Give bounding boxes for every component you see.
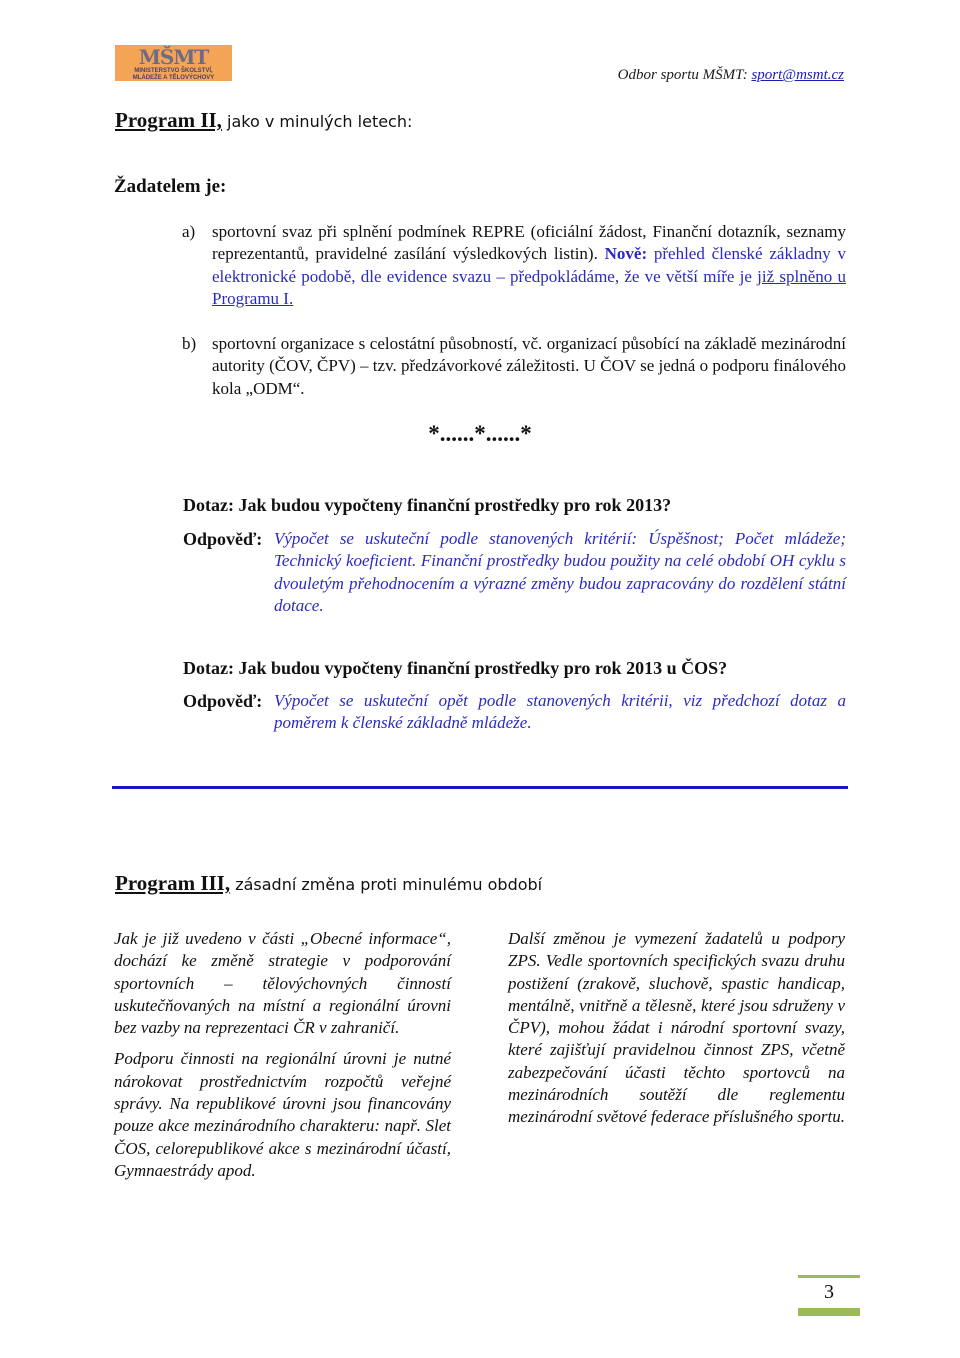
- right-column: [508, 928, 845, 1138]
- program3-title: [115, 871, 542, 896]
- page-number-bottom-bar: [798, 1308, 860, 1316]
- page-number: 3: [824, 1281, 834, 1303]
- left-paragraph-2: Podporu činnosti na regionální úrovni je nutné nárokovat prostřednictvím rozpočtů veřejné správy. Na republikové úrovni jsou financovány pouze akce mezinárodního charakteru: např. Slet ČOS, celorepublikové akce s mezinárodní účastí, Gymnaestrády apod.: [114, 1049, 451, 1180]
- right-paragraph-1: Další změnou je vymezení žadatelů u podpory ZPS. Vedle sportovních specifických svazu druhu postižení (zrakově, sluchově, spastic handicap, mentálně, vnitřně a tělesně, které jsou sdruženy v ČPV), mohou žádat i národní sportovní svazy, které zajišťují pravidelnou činnost ZPS, včetně zabezpečování účasti těchto sportovců na mezinárodních soutěží dle reglementu mezinárodní světové federace příslušného sportu.: [508, 929, 845, 1127]
- answer-1-text: Výpočet se uskuteční podle stanovených kritérií: Úspěšnost; Počet mládeže; Technický koeficient. Finanční prostředky budou použity na celé období OH cyklu s dvouletým přehodnocením a výrazné změny budou zapracovány do rozdělení státní dotace.: [274, 529, 846, 615]
- list-item-a: [182, 221, 846, 310]
- item-a-new-text: přehled členské základny v elektronické podobě, dle evidence svazu – předpokládáme, že ve větší míře je: [212, 244, 847, 286]
- item-a-link[interactable]: již splněno u Programu I.: [212, 266, 846, 308]
- list-marker-a: a): [182, 222, 196, 241]
- page-number-top-bar: [798, 1275, 860, 1278]
- list-marker-b: b): [182, 334, 197, 353]
- header-contact: [618, 67, 844, 84]
- left-paragraph-1: Jak je již uvedeno v části „Obecné informace“, dochází ke změně strategie v podporování sportovních – tělovýchovných činností uskutečňovaných na místní a regionální úrovni bez vazby na reprezentaci ČR v zahraničí.: [114, 929, 451, 1038]
- separator-stars: *......*......*: [428, 421, 532, 446]
- program2-title: [115, 108, 412, 133]
- applicant-heading: Žadatelem je:: [114, 176, 227, 197]
- program3-title-rest: zásadní změna proti minulému období: [230, 875, 543, 894]
- logo-letters: MŠMT: [138, 45, 209, 69]
- ministry-logo: [115, 45, 232, 81]
- list-body-b: sportovní organizace s celostátní působností, vč. organizací působící na základě mezinárodní autority (ČOV, ČPV) – tzv. předzávorkové záležitosti. U ČOV se jedná o podporu finálového kola „ODM“.: [212, 334, 846, 398]
- item-a-new-label: Nově:: [604, 244, 648, 264]
- program2-title-rest: jako v minulých letech:: [221, 112, 413, 131]
- question-2: Dotaz: Jak budou vypočteny finanční prostředky pro rok 2013 u ČOS?: [183, 658, 728, 678]
- logo-caption-line2: MLÁDEŽE A TĚLOVÝCHOVY: [132, 74, 215, 81]
- program2-title-bold: Program II,: [115, 108, 222, 132]
- email-link[interactable]: sport@msmt.cz: [751, 67, 844, 83]
- header-dept: Odbor sportu MŠMT:: [617, 67, 752, 83]
- answer-1-label: Odpověď:: [183, 529, 263, 549]
- question-1: Dotaz: Jak budou vypočteny finanční prostředky pro rok 2013?: [183, 495, 672, 515]
- section-divider: [112, 786, 848, 789]
- left-column: [114, 928, 451, 1191]
- list-body-a: [212, 221, 846, 310]
- item-a-text: sportovní svaz při splnění podmínek REPRE (oficiální žádost, Finanční dotazník, seznamy reprezentantů, pravidelné zasílání výsledkových listin).: [212, 222, 846, 264]
- answer-1: [183, 528, 846, 617]
- logo-caption: [117, 68, 230, 81]
- answer-2-label: Odpověď:: [183, 691, 263, 711]
- list-item-b: [182, 333, 846, 400]
- answer-2-text: Výpočet se uskuteční opět podle stanovených kritérii, viz předchozí dotaz a poměrem k členské základně mládeže.: [274, 691, 846, 733]
- answer-2: [183, 690, 846, 735]
- logo-caption-line1: MINISTERSTVO ŠKOLSTVÍ,: [134, 68, 213, 74]
- program3-title-bold: Program III,: [115, 871, 231, 895]
